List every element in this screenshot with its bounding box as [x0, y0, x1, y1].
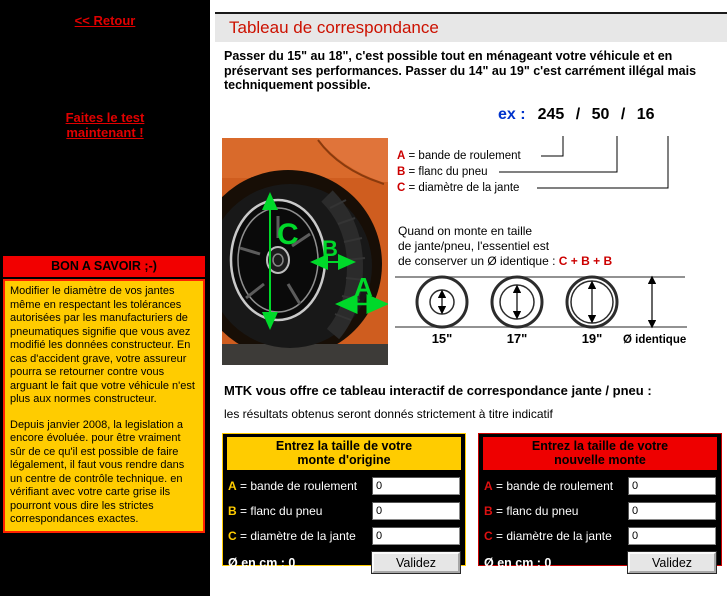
legend-letter-c: C [397, 182, 406, 194]
new-row-a [484, 476, 716, 495]
road [222, 344, 388, 365]
sidebar [0, 0, 210, 596]
legend-text-b: = flanc du pneu [408, 166, 488, 178]
new-form-footer [484, 552, 716, 573]
size-label-17: 17" [506, 331, 528, 346]
intro-paragraph: Passer du 15" au 18", c'est possible tout en ménageant votre véhicule et en préservant ses performances. Passer du 14" au 19" c'est carrément illégal mais techniquement possible. [224, 49, 697, 92]
note-line-2: de jante/pneu, l'essentiel est [398, 239, 550, 253]
annotation-a-label: A [354, 272, 373, 302]
origin-diameter-result: Ø en cm : 0 [228, 555, 296, 570]
legend-item-a [397, 150, 521, 162]
new-input-b[interactable] [628, 502, 716, 520]
new-diameter-result: Ø en cm : 0 [484, 555, 552, 570]
legend-text-c: = diamètre de la jante [408, 182, 520, 194]
rim-circle-19 [567, 277, 617, 327]
origin-label-b: B = flanc du pneu [228, 503, 323, 518]
note-line-1: Quand on monte en taille [398, 224, 533, 238]
note-line-3: de conserver un Ø identique : C + B + B [398, 254, 613, 268]
new-input-c[interactable] [628, 527, 716, 545]
origin-input-c[interactable] [372, 527, 460, 545]
rim-diagram [395, 270, 705, 350]
tip-box [3, 256, 205, 533]
origin-label-a: A = bande de roulement [228, 478, 358, 493]
origin-row-b [228, 501, 460, 520]
table-intro-sub: les résultats obtenus seront donnés strictement à titre indicatif [224, 407, 553, 421]
origin-label-c: C = diamètre de la jante [228, 528, 356, 543]
origin-row-a [228, 476, 460, 495]
origin-form-title: Entrez la taille de votre monte d'origine [227, 437, 461, 470]
origin-row-c [228, 526, 460, 545]
tip-paragraph-2: Depuis janvier 2008, la legislation a encore évoluée. pour être vraiment sûr de ce qu'il est possible de faire légalement, il faut vous rendre dans un centre de contrôle technique. en vérifiant avec votre carte grise ils pourront vous dire les strictes correspondances exactes. [10, 418, 185, 525]
identical-diameter-label: Ø identique [623, 334, 687, 346]
new-input-a[interactable] [628, 477, 716, 495]
example-size [498, 106, 655, 124]
new-form-title: Entrez la taille de votre nouvelle monte [483, 437, 717, 470]
new-label-c: C = diamètre de la jante [484, 528, 612, 543]
rim-circle-15 [417, 277, 467, 327]
new-row-c [484, 526, 716, 545]
wheel-photo [222, 138, 388, 365]
new-label-b: B = flanc du pneu [484, 503, 579, 518]
new-label-a: A = bande de roulement [484, 478, 614, 493]
origin-input-a[interactable] [372, 477, 460, 495]
origin-validate-button[interactable]: Validez [372, 552, 460, 573]
legend-text-a: = bande de roulement [408, 150, 521, 162]
annotation-b-label: B [322, 236, 338, 261]
example-value: 245 / 50 / 16 [537, 106, 655, 123]
legend-letter-b: B [397, 166, 406, 178]
new-size-form [478, 433, 722, 570]
origin-size-form [222, 433, 466, 570]
note-formula: C + B + B [558, 254, 613, 268]
tip-box-body [3, 279, 205, 533]
tip-box-title: BON A SAVOIR ;-) [3, 256, 205, 277]
legend-letter-a: A [397, 150, 406, 162]
example-prefix: ex : [498, 106, 526, 123]
note-text [398, 224, 612, 269]
annotation-c-label: C [277, 218, 299, 251]
legend-item-c [397, 182, 519, 194]
origin-input-b[interactable] [372, 502, 460, 520]
back-link[interactable]: << Retour [74, 13, 136, 28]
legend-item-b [397, 166, 487, 178]
origin-form-footer [228, 552, 460, 573]
rim-circle-17 [492, 277, 542, 327]
take-test-link[interactable]: Faites le test maintenant ! [65, 110, 145, 140]
tip-paragraph-1: Modifier le diamètre de vos jantes même en respectant les tolérances autorisées par les manufacturiers de pneumatiques signifie que vous avez modifié les données constructeur. En cas d'accident grave, votre assureur pourra se retourner contre vous arguant le fait que votre véhicule n'est plus aux normes constructeur. [10, 285, 195, 405]
table-intro-bold: MTK vous offre ce tableau interactif de correspondance jante / pneu : [224, 383, 652, 398]
main-content [210, 0, 727, 596]
new-row-b [484, 501, 716, 520]
size-label-15: 15" [431, 331, 453, 346]
size-label-19: 19" [581, 331, 603, 346]
page-title: Tableau de correspondance [229, 18, 439, 37]
title-band [215, 14, 727, 42]
new-validate-button[interactable]: Validez [628, 552, 716, 573]
